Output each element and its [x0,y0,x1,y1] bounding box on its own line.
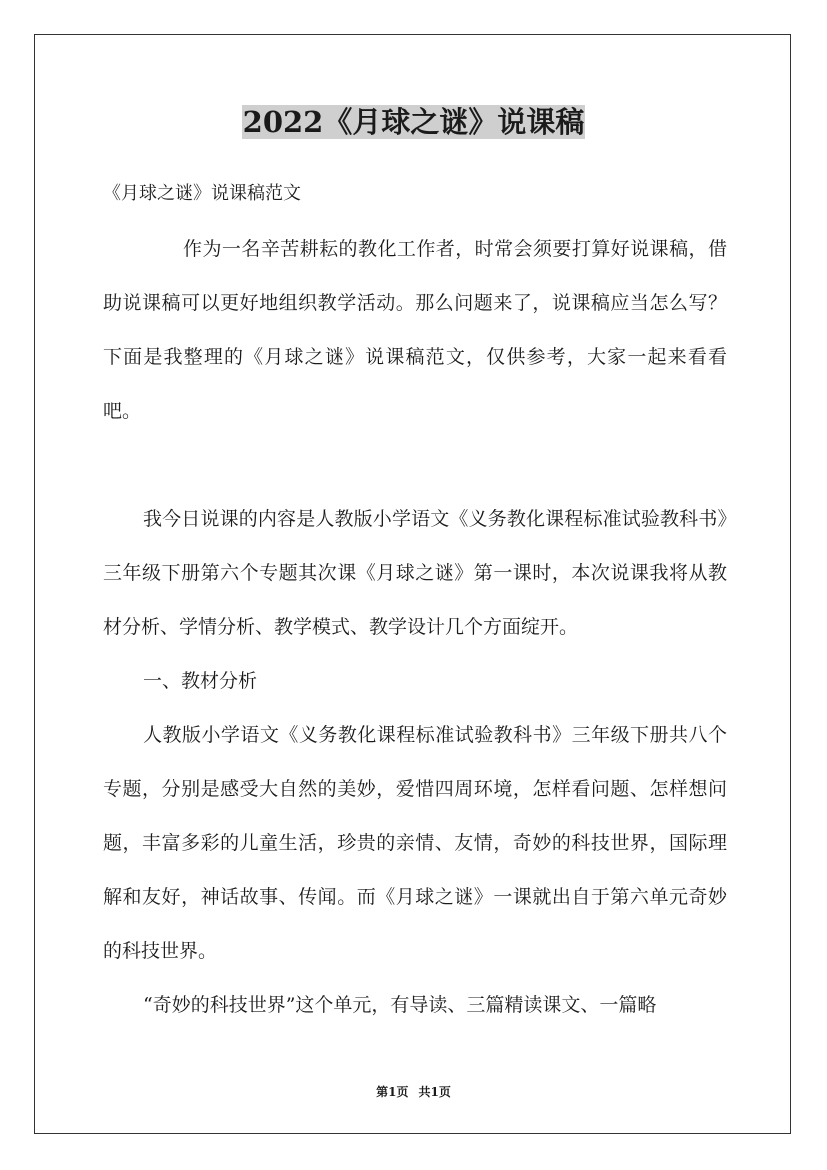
paragraph-intro: 作为一名辛苦耕耘的教化工作者，时常会须要打算好说课稿，借助说课稿可以更好地组织教学活动。那么问题来了，说课稿应当怎么写？下面是我整理的《月球之谜》说课稿范文，仅供参考，大家一起来看看吧。 [103,238,727,422]
paragraph-3: 人教版小学语文《义务教化课程标准试验教科书》三年级下册共八个专题，分别是感受大自然的美妙，爱惜四周环境，怎样看问题、怎样想问题，丰富多彩的儿童生活，珍贵的亲情、友情，奇妙的科技世界，国际理解和友好，神话故事、传闻。而《月球之谜》一课就出自于第六单元奇妙的科技世界。 [103,724,727,962]
document-title-text: 2022《月球之谜》说课稿 [242,105,585,139]
paragraph-2: 我今日说课的内容是人教版小学语文《义务教化课程标准试验教科书》三年级下册第六个专题其次课《月球之谜》第一课时，本次说课我将从教材分析、学情分析、教学模式、教学设计几个方面绽开。 [103,508,727,638]
page-footer [0,1083,827,1100]
footer-page-number: 第1页 [376,1085,409,1099]
footer-total-pages: 共1页 [418,1085,451,1099]
section-heading-1: 一、教材分析 [143,670,258,692]
document-title [0,100,827,144]
paragraph-4: “奇妙的科技世界”这个单元，有导读、三篇精读课文、一篇略 [143,994,657,1016]
document-subtitle: 《月球之谜》说课稿范文 [103,183,301,204]
